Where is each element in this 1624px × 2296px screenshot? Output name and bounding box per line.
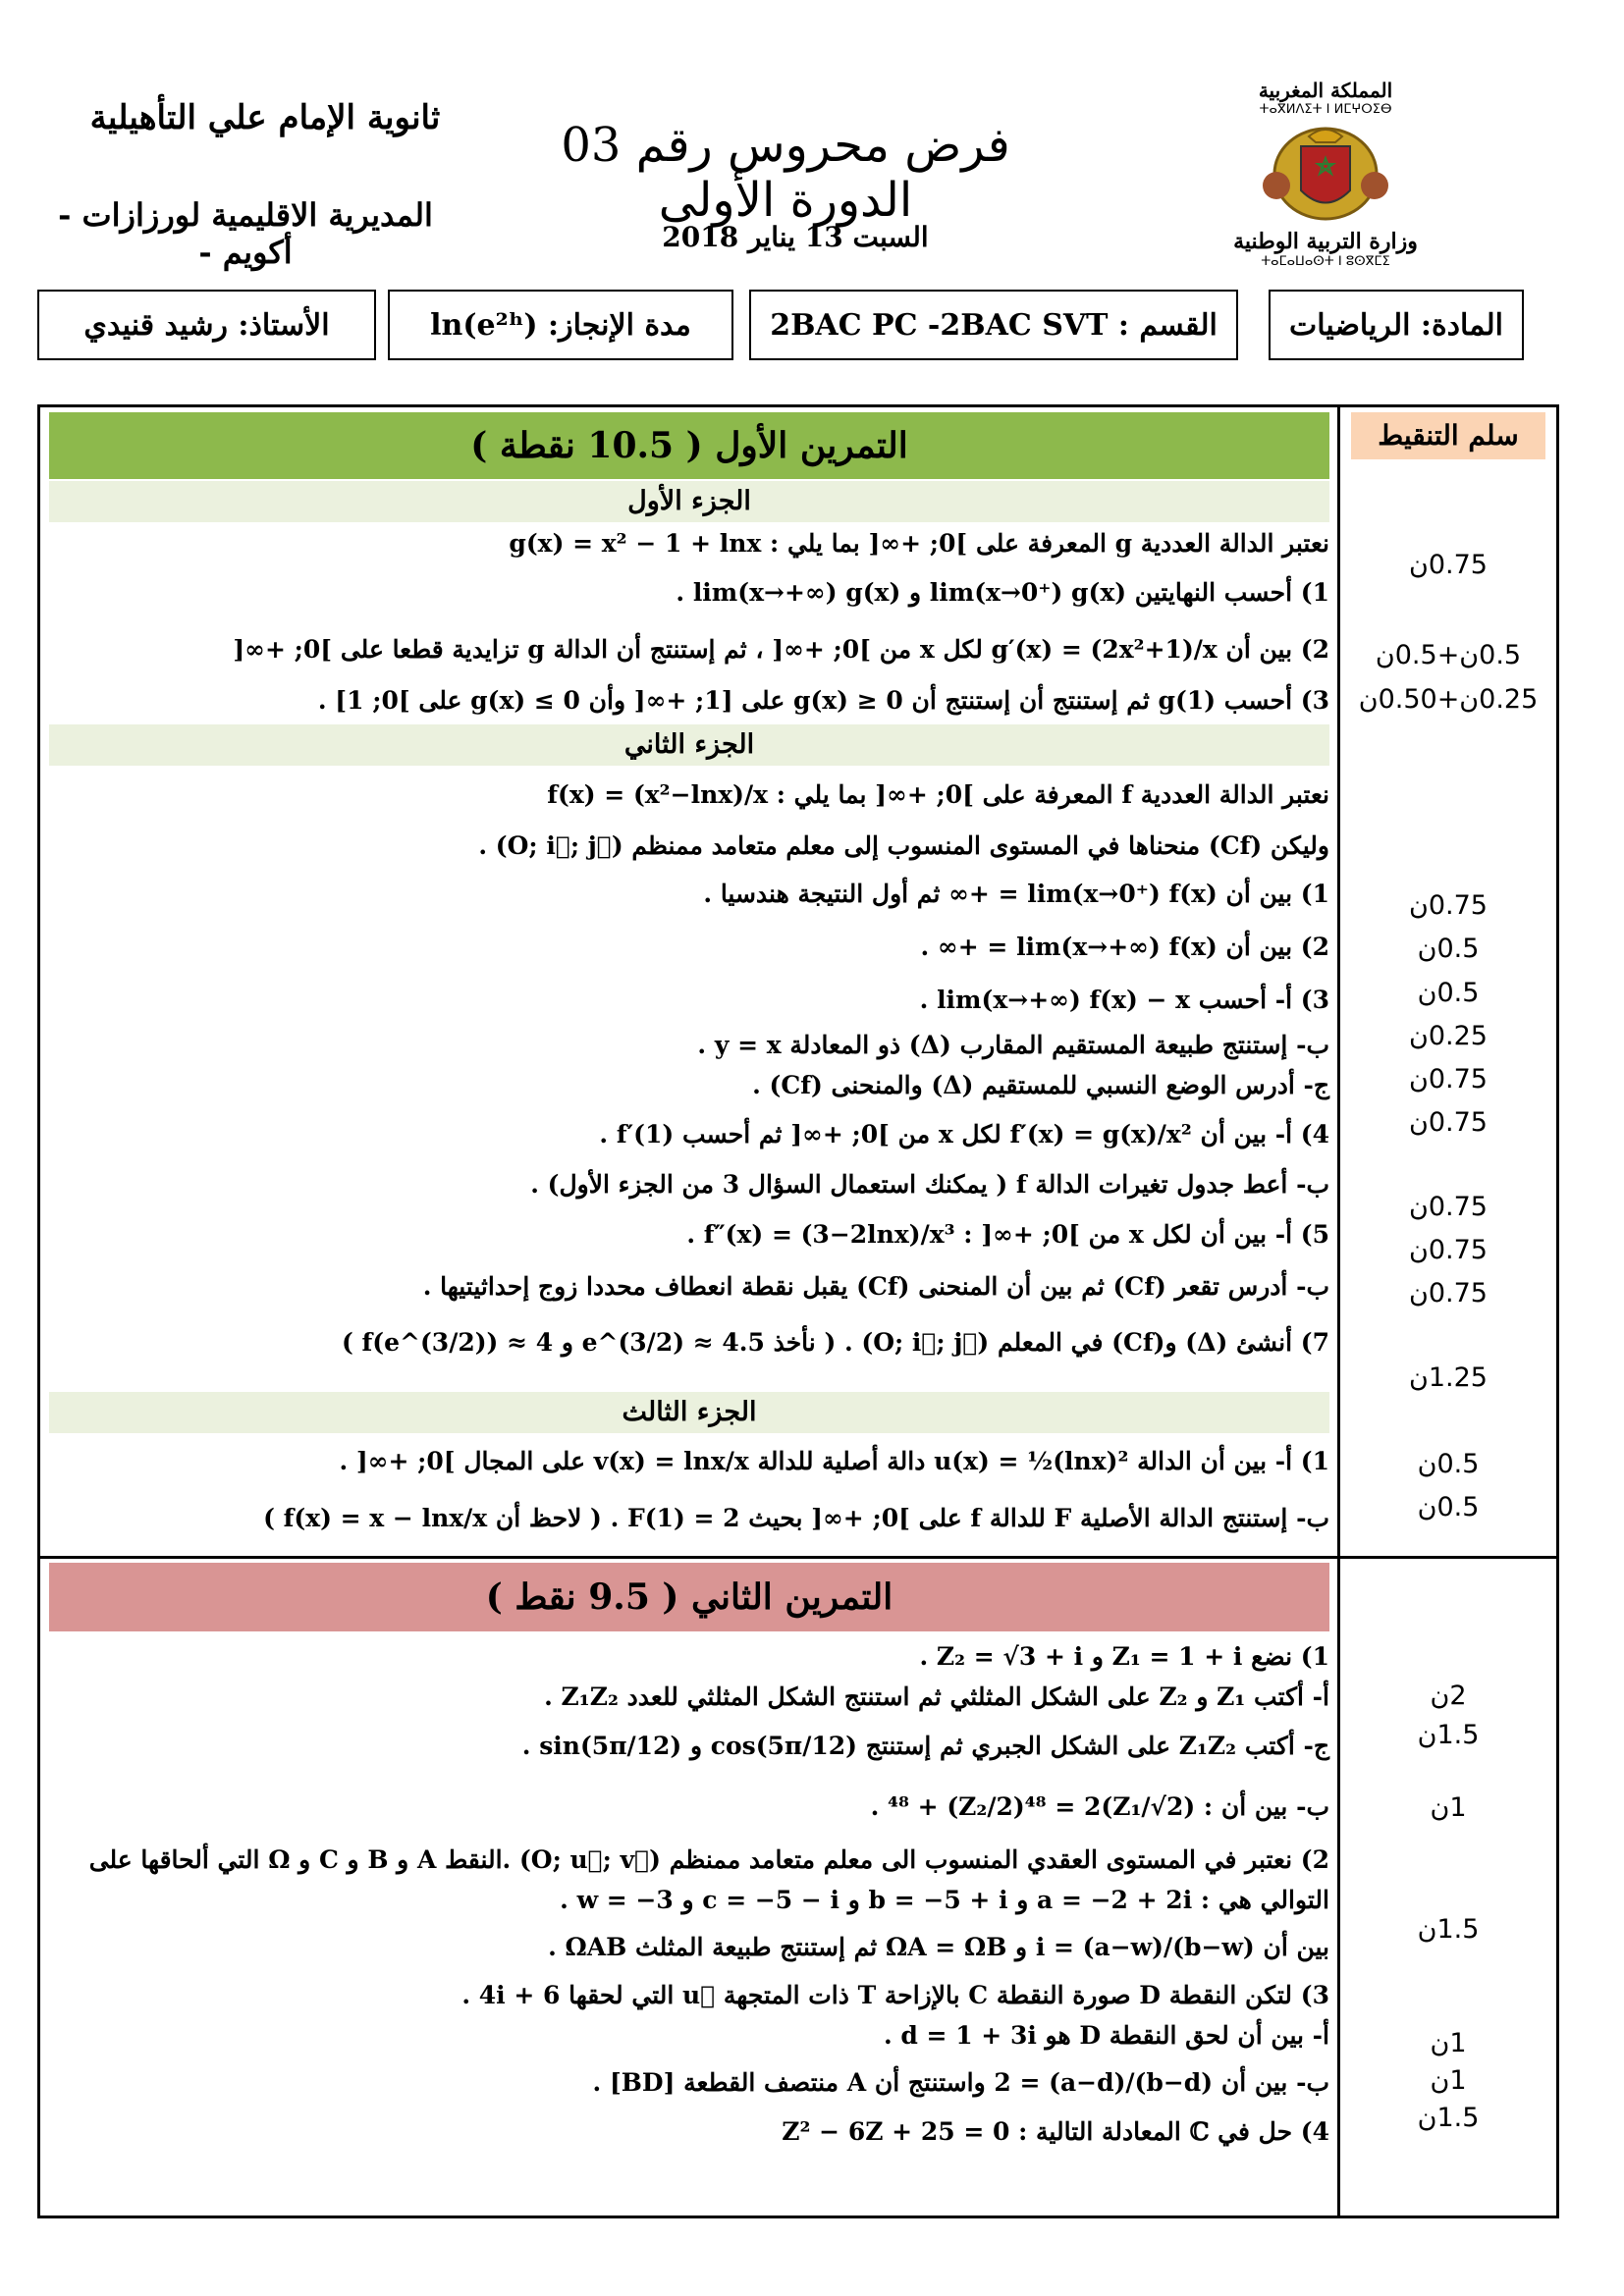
directorate: المديرية الاقليمية لورزازات - أكويم -: [58, 196, 433, 271]
ex2-line-3: ب- بين أن : (Z₁/√2)⁴⁸ + (Z₂/2)⁴⁸ = 2 .: [870, 1792, 1329, 1821]
grading-header: سلم التنقيط: [1351, 412, 1545, 459]
subject-box: المادة: الرياضيات: [1269, 290, 1524, 360]
part2-title: الجزء الثاني: [49, 724, 1329, 766]
points-ex2-5: 1ن: [1430, 2065, 1467, 2096]
points-ex1-11: 0.75ن: [1409, 1278, 1488, 1308]
exercise-divider: [37, 1556, 1559, 1559]
part2-line-10: ب- أدرس تقعر (Cf) ثم بين أن المنحنى (Cf) يقبل نقطة انعطاف محددا زوج إحداثيتيها .: [422, 1272, 1329, 1301]
exercise2-body: [49, 1637, 1329, 2154]
part2-line-11: 7) أنشئ (Δ) و(Cf) في المعلم (O; i⃗; j⃗) . ( نأخذ e^(3/2) ≈ 4.5 و f(e^(3/2)) ≈ 4 ): [341, 1328, 1329, 1357]
part1-title: الجزء الأول: [49, 481, 1329, 522]
emblem-kingdom-tifinagh: ⵜⴰⴳⵍⴷⵉⵜ ⵏ ⵍⵎⵖⵔⵉⴱ: [1259, 102, 1392, 117]
ex2-line-1: أ- أكتب Z₁ و Z₂ على الشكل المثلثي ثم استنتج الشكل المثلثي للعدد Z₁Z₂ .: [544, 1682, 1329, 1711]
points-ex1-0: 0.75ن: [1409, 550, 1488, 580]
exam-title: فرض محروس رقم 03 الدورة الأولى: [561, 118, 1010, 228]
ex2-line-9: ب- بين أن (b−d)/(a−d) = 2 واستنتج أن A منتصف القطعة [BD] .: [592, 2068, 1329, 2097]
part2-line-6: ج- أدرس الوضع النسبي للمستقيم (Δ) والمنحنى (Cf) .: [752, 1071, 1329, 1099]
points-ex1-4: 0.5ن: [1417, 934, 1480, 964]
part1-line-0: نعتبر الدالة العددية g المعرفة على ]0; +∞[ بما يلي : g(x) = x² − 1 + lnx: [509, 529, 1329, 558]
ex2-line-2: ج- أكتب Z₁Z₂ على الشكل الجبري ثم إستنتج cos(5π/12) و sin(5π/12) .: [521, 1732, 1329, 1760]
part2-line-3: 2) بين أن lim(x→+∞) f(x) = +∞ .: [920, 933, 1329, 961]
level-box: القسم : 2BAC PC -2BAC SVT: [749, 290, 1238, 360]
points-ex1-12: 1.25ن: [1409, 1362, 1488, 1393]
part1-line-2: 2) بين أن g′(x) = (2x²+1)/x لكل x من ]0; +∞[ ، ثم إستنتج أن الدالة g تزايدية قطعا على ]0; +∞[: [233, 635, 1329, 664]
part2-line-5: ب- إستنتج طبيعة المستقيم المقارب (Δ) ذو المعادلة y = x .: [697, 1031, 1329, 1059]
points-ex1-9: 0.75ن: [1409, 1192, 1488, 1222]
points-ex1-6: 0.25ن: [1409, 1021, 1488, 1051]
points-ex1-13: 0.5ن: [1417, 1449, 1480, 1479]
part2-line-8: ب- أعط جدول تغيرات الدالة f ( يمكنك استعمال السؤال 3 من الجزء الأول) .: [530, 1170, 1329, 1199]
points-ex1-14: 0.5ن: [1417, 1492, 1480, 1522]
points-ex1-2: 0.25ن+0.50ن: [1358, 684, 1539, 715]
ministry-emblem: [1208, 79, 1443, 275]
points-ex2-0: 2ن: [1430, 1681, 1467, 1711]
points-ex1-8: 0.75ن: [1409, 1107, 1488, 1138]
points-ex1-7: 0.75ن: [1409, 1064, 1488, 1095]
exercise1-part3: [49, 1392, 1329, 1547]
emblem-ministry: وزارة التربية الوطنية: [1233, 229, 1418, 254]
part3-line-1: ب- إستنتج الدالة الأصلية F للدالة f على ]0; +∞[ بحيث F(1) = 2 . ( لاحظ أن f(x) = x − lnx/x ): [263, 1504, 1329, 1532]
teacher-box: الأستاذ: رشيد قنيدي: [37, 290, 376, 360]
exercise2-title: التمرين الثاني ( 9.5 نقط ): [49, 1563, 1329, 1631]
coat-of-arms-icon: [1208, 117, 1443, 225]
ex2-line-5: التوالي هي : a = −2 + 2i و b = −5 + i و c = −5 − i و w = −3 .: [560, 1886, 1329, 1914]
part1-line-1: 1) أحسب النهايتين lim(x→0⁺) g(x) و lim(x→+∞) g(x) .: [676, 578, 1329, 607]
points-ex1-10: 0.75ن: [1409, 1235, 1488, 1265]
points-ex2-1: 1.5ن: [1417, 1720, 1480, 1750]
school-name: ثانوية الإمام علي التأهيلية: [89, 98, 441, 137]
points-ex2-2: 1ن: [1430, 1792, 1467, 1823]
part3-title: الجزء الثالث: [49, 1392, 1329, 1433]
points-ex1-5: 0.5ن: [1417, 978, 1480, 1008]
exercise1-title: التمرين الأول ( 10.5 نقطة ): [49, 412, 1329, 479]
points-ex2-3: 1.5ن: [1417, 1914, 1480, 1945]
exercise1-part2: [49, 724, 1329, 1374]
part2-line-0: نعتبر الدالة العددية f المعرفة على ]0; +∞[ بما يلي : f(x) = (x²−lnx)/x: [547, 780, 1329, 809]
part2-line-9: 5) أ- بين أن لكل x من ]0; +∞[ : f″(x) = (3−2lnx)/x³ .: [686, 1220, 1329, 1249]
ex2-line-7: 3) لتكن النقطة D صورة النقطة C بالإزاحة T ذات المتجهة u⃗ التي لحقها 6 + 4i .: [461, 1981, 1329, 2009]
ex2-line-4: 2) نعتبر في المستوى العقدي المنسوب الى معلم متعامد ممنظم (O; u⃗; v⃗) .النقط A و B و C و Ω التي ألحاقها على: [88, 1845, 1329, 1874]
ex2-line-8: أ- بين أن لحق النقطة D هو d = 1 + 3i .: [883, 2021, 1329, 2050]
part2-line-4: 3) أ- أحسب lim(x→+∞) f(x) − x .: [919, 986, 1329, 1014]
points-ex2-6: 1.5ن: [1417, 2103, 1480, 2133]
part1-line-3: 3) أحسب g(1) ثم إستنتج أن إستنتج أن 0 ≤ g(x) على [1; +∞[ وأن g(x) ≤ 0 على ]0; 1] .: [317, 686, 1329, 715]
emblem-ministry-tifinagh: ⵜⴰⵎⴰⵡⴰⵙⵜ ⵏ ⵓⵙⴳⵎⵉ: [1261, 254, 1390, 269]
exam-date: السبت 13 يناير 2018: [662, 221, 929, 253]
grading-divider: [1337, 404, 1340, 2218]
ex2-line-10: 4) حل في ℂ المعادلة التالية : Z² − 6Z + 25 = 0: [782, 2117, 1329, 2146]
exercise1-part1: [49, 481, 1329, 722]
part2-line-2: 1) بين أن lim(x→0⁺) f(x) = +∞ ثم أول النتيجة هندسيا .: [703, 880, 1329, 908]
part2-line-7: 4) أ- بين أن f′(x) = g(x)/x² لكل x من ]0; +∞[ ثم أحسب f′(1) .: [599, 1120, 1329, 1148]
points-ex1-3: 0.75ن: [1409, 890, 1488, 921]
ex2-line-0: 1) نضع Z₁ = 1 + i و Z₂ = √3 + i .: [919, 1642, 1329, 1671]
points-ex2-4: 1ن: [1430, 2028, 1467, 2058]
duration-box: مدة الإنجاز: ln(e²ʰ): [388, 290, 733, 360]
emblem-kingdom: المملكة المغربية: [1258, 79, 1393, 102]
part2-line-1: وليكن (Cf) منحناها في المستوى المنسوب إلى معلم متعامد ممنظم (O; i⃗; j⃗) .: [478, 831, 1329, 860]
points-ex1-1: 0.5ن+0.5ن: [1375, 640, 1522, 670]
ex2-line-6: بين أن (b−w)/(a−w) = i و ΩA = ΩB ثم إستنتج طبيعة المثلث ΩAB .: [548, 1933, 1329, 1961]
part3-line-0: 1) أ- بين أن الدالة u(x) = ½(lnx)² دالة أصلية للدالة v(x) = lnx/x على المجال ]0; +∞[ .: [339, 1447, 1329, 1475]
